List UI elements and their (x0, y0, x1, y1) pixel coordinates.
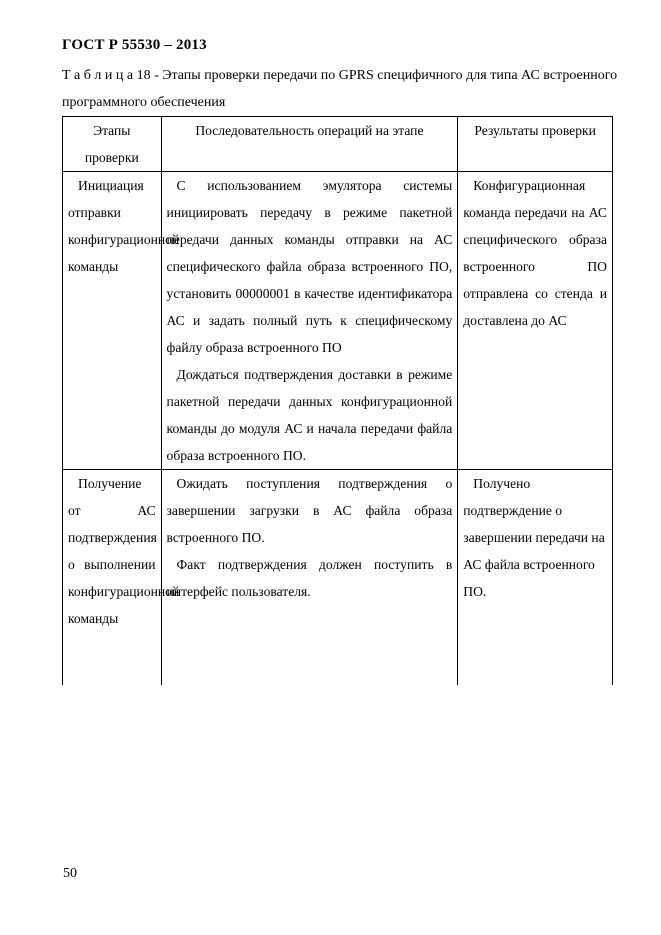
result-cell (458, 172, 613, 470)
verification-table (62, 116, 613, 685)
table-row (63, 172, 613, 470)
operations-cell (161, 172, 458, 470)
result-text: Конфигурационная команда передачи на АС специфического образа встроенного ПО отправлена со стенда и доставлена до АС (463, 178, 607, 328)
operation-text: Факт подтверждения должен поступить в интерфейс пользователя. (166, 557, 453, 599)
result-cell (458, 470, 613, 686)
document-code: ГОСТ Р 55530 – 2013 (62, 37, 207, 53)
operation-text: С использованием эмулятора системы инициировать передачу в режиме пакетной передачи данных команды отправки на АС специфического файла образа встроенного ПО, установить 00000001 в качестве идентификатора АС и задать полный путь к специфическому файлу образа встроенного ПО (166, 178, 453, 355)
header-operations: Последовательность операций на этапе (161, 117, 458, 172)
header-results: Результаты проверки (458, 117, 613, 172)
stage-cell (63, 470, 180, 686)
stage-cell (63, 172, 180, 470)
table-header-row (63, 117, 613, 172)
table-row (63, 470, 613, 686)
result-text: Получено подтверждение о завершении передачи на АС файла встроенного ПО. (463, 476, 605, 599)
stage-text: Получение от АС подтверждения о выполнении конфигурационной команды (68, 476, 180, 626)
operation-text: Дождаться подтверждения доставки в режиме пакетной передачи данных конфигурационной команды до модуля АС и начала передачи файла образа встроенного ПО. (166, 367, 453, 463)
operation-text: Ожидать поступления подтверждения о завершении загрузки в АС файла образа встроенного ПО. (166, 476, 453, 545)
page-number: 50 (63, 866, 77, 881)
header-stages: Этапы проверки (63, 117, 162, 172)
table-caption: Т а б л и ц а 18 - Этапы проверки передачи по GPRS специфичного для типа АС встроенного программного обеспечения (62, 68, 618, 110)
operations-cell (161, 470, 458, 686)
stage-text: Инициация отправки конфигурационной команды (68, 178, 180, 274)
